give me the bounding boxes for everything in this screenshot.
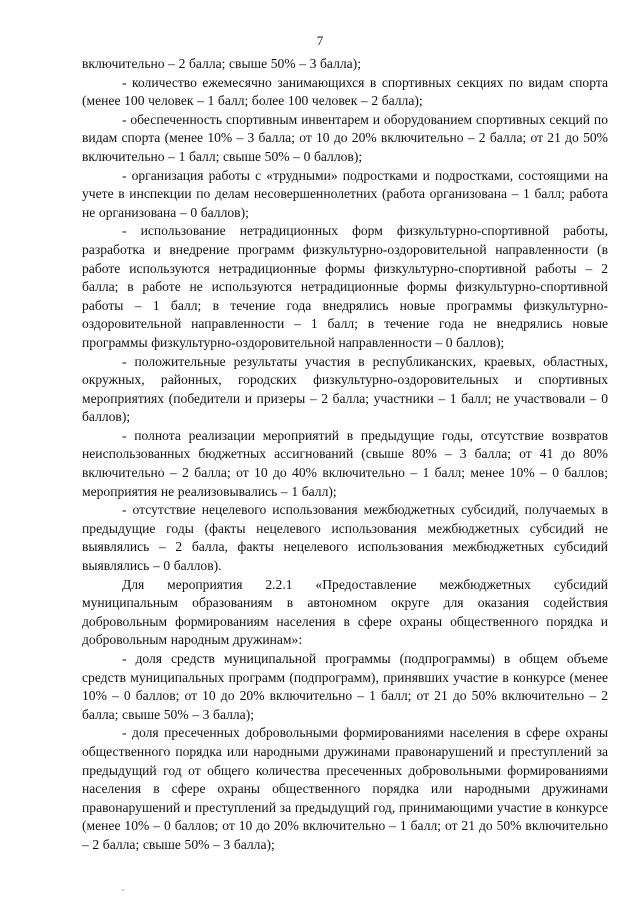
paragraph-competition-results: - положительные результаты участия в республиканских, краевых, областных, окружных, районных, городских физкультурно-оздоровительных и спортивных мероприятиях (победители и призеры – 2 балла; участники – 1 балл; не участвовали – 0 баллов); (82, 353, 608, 425)
paragraph-program-funds-share: - доля средств муниципальной программы (подпрограммы) в общем объеме средств муниципальных программ (подпрограмм), принявших участие в конкурсе (менее 10% – 0 баллов; от 10 до 20% включительно – 1 балл; от 21 до 50% включительно – 2 балла; свыше 50% – 3 балла); (82, 651, 608, 722)
paragraph-sports-sections-attendance: - количество ежемесячно занимающихся в спортивных секциях по видам спорта (менее 100 человек – 1 балл; более 100 человек – 2 балла); (82, 74, 608, 109)
paragraph-offenses-prevented-share: - доля пресеченных добровольными формированиями населения в сфере охраны общественного порядка или народными дружинами правонарушений и преступлений за предыдущий год от общего количества пресеченных добровольными формированиями населения в сфере охраны общественного порядка или народными дружинами правонарушений и преступлений за предыдущий год, принимающими участие в конкурсе (менее 10% – 0 баллов; от 10 до 20% включительно – 1 балл; от 21 до 50% включительно – 2 балла; свыше 50% – 3 балла); (82, 725, 608, 852)
paragraph-nontraditional-forms: - использование нетрадиционных форм физкультурно-спортивной работы, разработка и внедрение программ физкультурно-оздоровительной направленности (в работе используются нетрадиционные формы физкультурно-спортивной работы – 2 балла; в работе не используются нетрадиционные формы физкультурно-спортивной работы – 1 балл; в течение года внедрялись новые программы физкультурно-оздоровительной направленности – 1 балл; в течение года не внедрялись новые программы физкультурно-оздоровительной направленности – 0 баллов); (82, 223, 608, 350)
paragraph-difficult-teenagers: - организация работы с «трудными» подростками и подростками, состоящими на учете в инспекции по делам несовершеннолетних (работа организована – 1 балл; работа не организована – 0 баллов); (82, 167, 608, 220)
paragraph-continuation: включительно – 2 балла; свыше 50% – 3 балла); (82, 56, 361, 71)
scan-speck (122, 889, 124, 891)
document-body (82, 55, 608, 855)
paragraph-equipment-provision: - обеспеченность спортивным инвентарем и оборудованием спортивных секций по видам спорта (менее 10% – 3 балла; от 10 до 20% включительно – 2 балла; от 21 до 50% включительно – 1 балл; свыше 50% – 0 баллов); (82, 111, 608, 164)
paragraph-measure-2-2-1: Для мероприятия 2.2.1 «Предоставление межбюджетных субсидий муниципальным образованиям в автономном округе для оказания содействия добровольным формированиям населения в сфере охраны общественного порядка и добровольным народным дружинам»: (82, 576, 608, 648)
paragraph-implementation-completeness: - полнота реализации мероприятий в предыдущие годы, отсутствие возвратов неиспользованных бюджетных ассигнований (свыше 80% – 3 балла; от 41 до 80% включительно – 2 балла; от 10 до 40% включительно – 1 балл; менее 10% – 0 баллов; мероприятия не реализовывались – 1 балл); (82, 427, 608, 499)
paragraph-no-misuse-subsidies: - отсутствие нецелевого использования межбюджетных субсидий, получаемых в предыдущие годы (факты нецелевого использования межбюджетных субсидий не выявлялись – 2 балла, факты нецелевого использования межбюджетных субсидий выявлялись – 0 баллов). (82, 502, 608, 574)
page-number: 7 (316, 33, 324, 48)
